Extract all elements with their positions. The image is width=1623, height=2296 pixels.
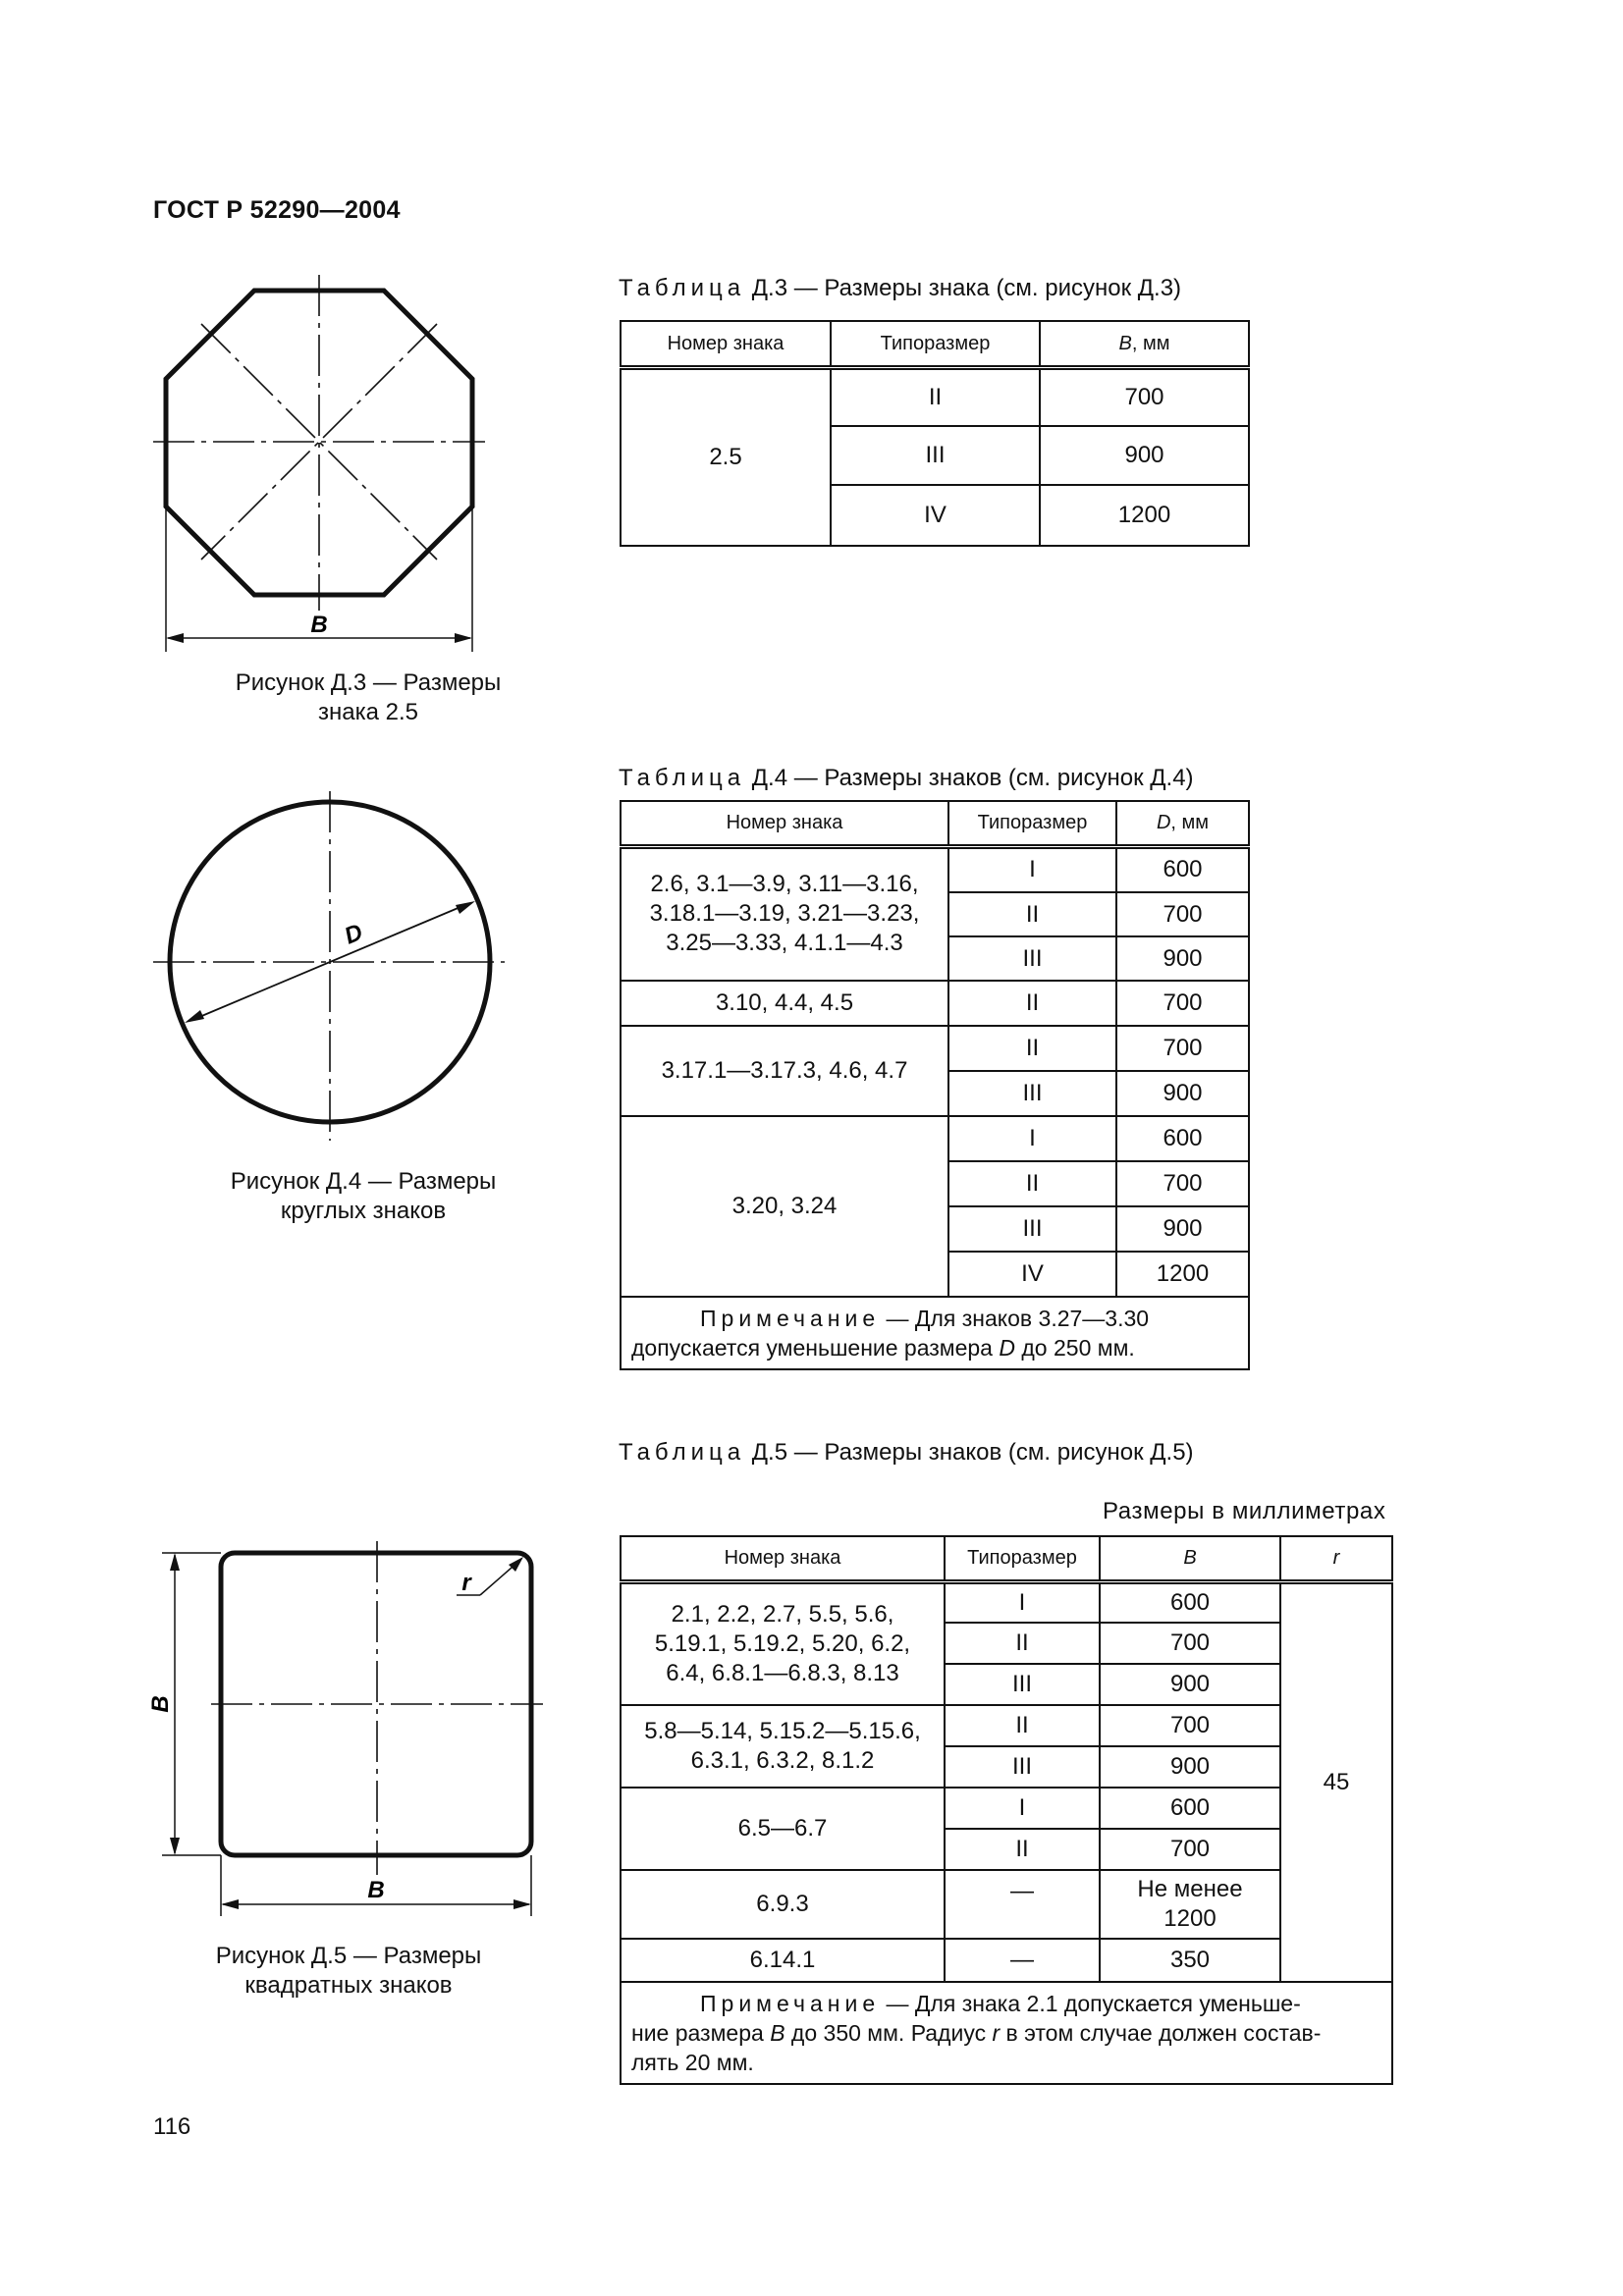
table-d5-title: Таблица Д.5 — Размеры знаков (см. рисунок Д.5) <box>619 1439 1194 1466</box>
arrow-top <box>170 1553 180 1571</box>
header-dim-b: B <box>1100 1536 1280 1581</box>
size-cell: — <box>945 1939 1100 1982</box>
value-cell: 700 <box>1100 1623 1280 1664</box>
value-cell: 700 <box>1100 1829 1280 1870</box>
sign-cell: 3.20, 3.24 <box>621 1116 948 1297</box>
size-cell: I <box>948 846 1116 892</box>
sign-cell: 2.1, 2.2, 2.7, 5.5, 5.6, 5.19.1, 5.19.2, 5.20, 6.2, 6.4, 6.8.1—6.8.3, 8.13 <box>621 1581 945 1705</box>
header-dim: B, мм <box>1040 321 1249 367</box>
size-cell: I <box>948 1116 1116 1161</box>
radius-value-cell: 45 <box>1280 1581 1392 1982</box>
square-centerlines <box>211 1541 543 1875</box>
arrow-end <box>456 901 475 914</box>
size-cell: III <box>831 426 1040 485</box>
sign-cell: 6.9.3 <box>621 1870 945 1939</box>
value-cell: 700 <box>1116 1161 1249 1206</box>
square-dimension-lines <box>162 1553 531 1916</box>
figure-d5-caption: Рисунок Д.5 — Размеры квадратных знаков <box>215 1943 482 1999</box>
figure-d4-caption: Рисунок Д.4 — Размеры круглых знаков <box>230 1168 497 1224</box>
arrow-left <box>221 1899 239 1909</box>
table-d3 <box>620 320 1250 547</box>
size-cell: I <box>945 1581 1100 1623</box>
value-cell: 1200 <box>1116 1252 1249 1297</box>
value-cell: 700 <box>1116 892 1249 936</box>
dim-label-b-bottom: B <box>367 1877 385 1903</box>
header-dim-r: r <box>1280 1536 1392 1581</box>
value-cell: 700 <box>1116 981 1249 1026</box>
arrow-right <box>514 1899 531 1909</box>
table-d4-note: Примечание — Для знаков 3.27—3.30 допускается уменьшение размера D до 250 мм. <box>621 1297 1249 1369</box>
size-cell: III <box>945 1746 1100 1788</box>
size-cell: II <box>831 367 1040 426</box>
circle-centerlines <box>153 791 505 1141</box>
size-cell: II <box>945 1829 1100 1870</box>
page-number: 116 <box>153 2113 191 2140</box>
size-cell: II <box>948 1026 1116 1071</box>
table-d4-title: Таблица Д.4 — Размеры знаков (см. рисунок Д.4) <box>619 765 1194 791</box>
value-cell: 900 <box>1116 1071 1249 1116</box>
size-cell: III <box>948 1071 1116 1116</box>
value-cell: 1200 <box>1040 485 1249 546</box>
sign-cell: 3.10, 4.4, 4.5 <box>621 981 948 1026</box>
value-cell: 900 <box>1100 1664 1280 1705</box>
size-cell: II <box>948 981 1116 1026</box>
value-cell: 900 <box>1040 426 1249 485</box>
sign-cell: 5.8—5.14, 5.15.2—5.15.6, 6.3.1, 6.3.2, 8.1.2 <box>621 1705 945 1788</box>
size-cell: II <box>948 1161 1116 1206</box>
value-cell: 600 <box>1100 1788 1280 1829</box>
table-d3-title: Таблица Д.3 — Размеры знака (см. рисунок Д.3) <box>619 275 1182 301</box>
arrow-left <box>166 633 184 643</box>
arrow-radius <box>509 1557 523 1572</box>
header-size: Типоразмер <box>831 321 1040 367</box>
document-header: ГОСТ Р 52290—2004 <box>153 196 401 224</box>
arrow-start <box>185 1010 204 1023</box>
size-cell: IV <box>948 1252 1116 1297</box>
value-cell: 600 <box>1100 1581 1280 1623</box>
header-sign: Номер знака <box>621 801 948 846</box>
size-cell: III <box>948 936 1116 981</box>
value-cell: 600 <box>1116 846 1249 892</box>
figure-d3-caption: Рисунок Д.3 — Размеры знака 2.5 <box>235 669 502 725</box>
header-size: Типоразмер <box>945 1536 1100 1581</box>
value-cell: 900 <box>1116 1206 1249 1252</box>
size-cell: I <box>945 1788 1100 1829</box>
figure-d3-octagon <box>147 267 491 655</box>
table-d4 <box>620 800 1250 1370</box>
units-note: Размеры в миллиметрах <box>1103 1498 1386 1524</box>
header-size: Типоразмер <box>948 801 1116 846</box>
dim-label-b: B <box>310 612 328 638</box>
arrow-bottom <box>170 1838 180 1855</box>
sign-cell: 6.5—6.7 <box>621 1788 945 1870</box>
sign-cell: 2.6, 3.1—3.9, 3.11—3.16, 3.18.1—3.19, 3.21—3.23, 3.25—3.33, 4.1.1—4.3 <box>621 846 948 981</box>
header-sign: Номер знака <box>621 1536 945 1581</box>
size-cell: IV <box>831 485 1040 546</box>
value-cell: 900 <box>1116 936 1249 981</box>
value-cell: 900 <box>1100 1746 1280 1788</box>
size-cell: II <box>945 1623 1100 1664</box>
size-cell: — <box>945 1870 1100 1939</box>
octagon-centerlines <box>153 275 485 611</box>
sign-cell: 3.17.1—3.17.3, 4.6, 4.7 <box>621 1026 948 1116</box>
size-cell: II <box>945 1705 1100 1746</box>
header-sign: Номер знака <box>621 321 831 367</box>
value-cell: 700 <box>1100 1705 1280 1746</box>
sign-cell: 2.5 <box>621 367 831 546</box>
arrow-right <box>455 633 472 643</box>
dim-label-b-side: B <box>147 1695 174 1713</box>
radius-label-r: r <box>461 1570 471 1596</box>
figure-d4-circle <box>147 785 511 1148</box>
table-d5 <box>620 1535 1393 2085</box>
value-cell: 350 <box>1100 1939 1280 1982</box>
sign-cell: 6.14.1 <box>621 1939 945 1982</box>
header-dim: D, мм <box>1116 801 1249 846</box>
size-cell: III <box>948 1206 1116 1252</box>
figure-d5-square <box>142 1531 555 1924</box>
table-d5-note: Примечание — Для знака 2.1 допускается уменьше- ние размера B до 350 мм. Радиус r в этом случае должен состав- лять 20 мм. <box>621 1982 1392 2084</box>
value-cell: Не менее 1200 <box>1100 1870 1280 1939</box>
value-cell: 600 <box>1116 1116 1249 1161</box>
size-cell: III <box>945 1664 1100 1705</box>
value-cell: 700 <box>1040 367 1249 426</box>
dim-label-d: D <box>341 919 367 950</box>
size-cell: II <box>948 892 1116 936</box>
value-cell: 700 <box>1116 1026 1249 1071</box>
